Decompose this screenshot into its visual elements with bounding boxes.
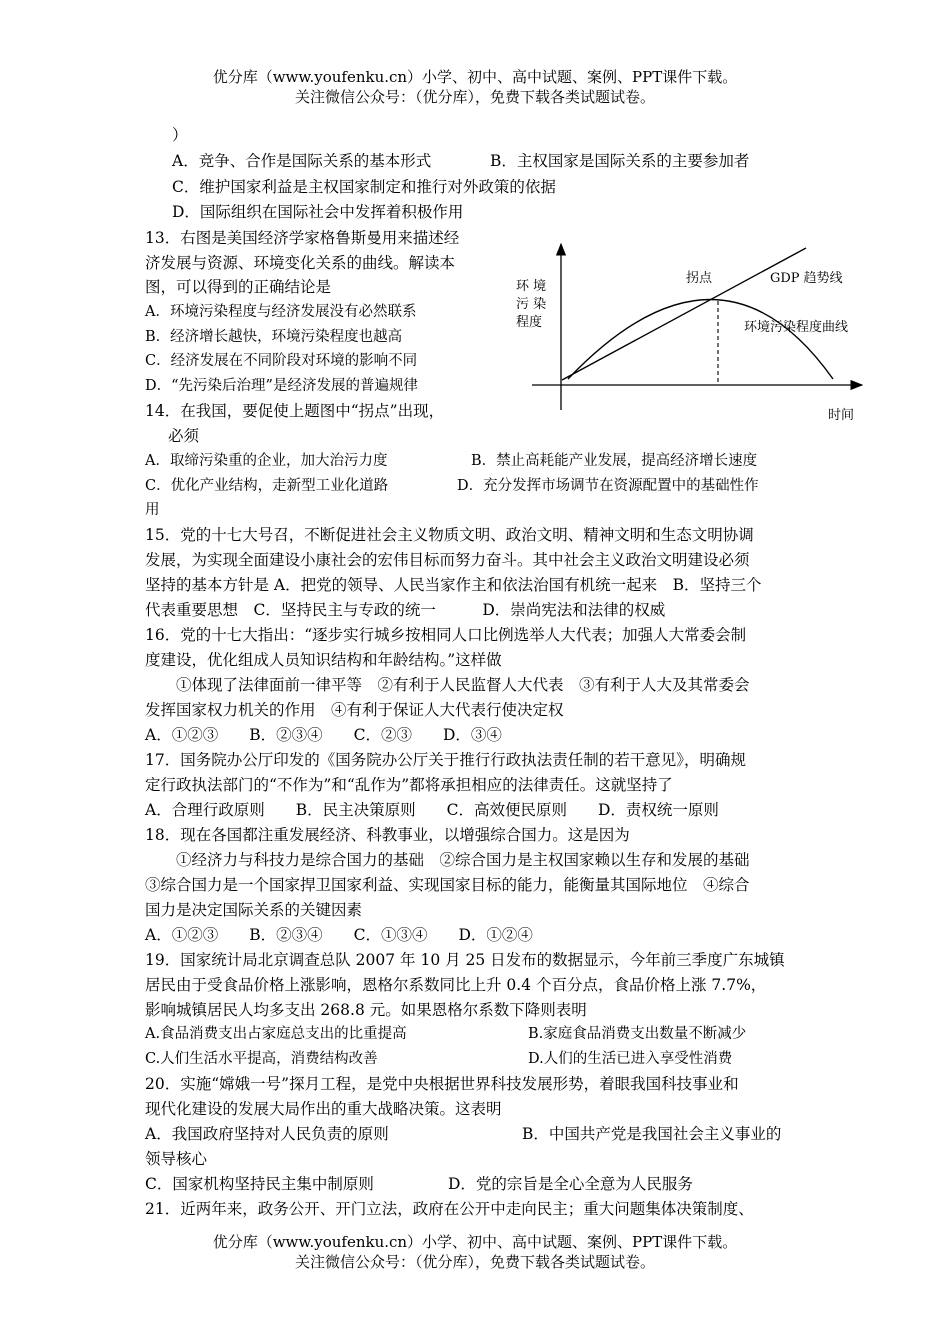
q18-line-3: ③综合国力是一个国家捍卫国家利益、实现国家目标的能力，能衡量其国际地位 ④综合 <box>145 876 750 894</box>
gdp-trend-line <box>562 248 806 380</box>
footer-line-1: 优分库（www.youfenku.cn）小学、初中、高中试题、案例、PPT课件下载。 <box>212 1233 738 1251</box>
y-label-line-1: 环 境 <box>516 279 547 294</box>
q20-option-a: A．我国政府坚持对人民负责的原则 <box>145 1125 389 1143</box>
q13-stem-2: 济发展与资源、环境变化关系的曲线。解读本 <box>145 254 456 272</box>
q19-option-b: B.家庭食品消费支出数量不断减少 <box>528 1026 747 1042</box>
q15-line-2: 发展，为实现全面建设小康社会的宏伟目标而努力奋斗。其中社会主义政治文明建设必须 <box>145 551 750 569</box>
q15-line-4: 代表重要思想 C．坚持民主与专政的统一 D．崇尚宪法和法律的权威 <box>145 601 666 619</box>
q15-line-3: 坚持的基本方针是 A．把党的领导、人民当家作主和依法治国有机统一起来 B．坚持三个 <box>145 576 762 594</box>
q20-option-c: C．国家机构坚持民主集中制原则 <box>145 1175 374 1193</box>
q19-line-2: 居民由于受食品价格上涨影响，恩格尔系数同比上升 0.4 个百分点，食品价格上涨 7.7%， <box>145 976 767 994</box>
q19-option-c: C.人们生活水平提高，消费结构改善 <box>145 1051 378 1067</box>
q17-line-1: 17．国务院办公厅印发的《国务院办公厅关于推行行政执法责任制的若干意见》，明确规 <box>145 751 746 769</box>
q19-option-a: A.食品消费支出占家庭总支出的比重提高 <box>145 1026 407 1042</box>
q20-option-b: B．中国共产党是我国社会主义事业的 <box>522 1125 782 1143</box>
q12-option-b: B．主权国家是国际关系的主要参加者 <box>490 152 750 170</box>
y-label-line-3: 程度 <box>516 315 543 330</box>
header-line-2: 关注微信公众号：（优分库），免费下载各类试题试卷。 <box>294 88 655 106</box>
q16-line-3: ①体现了法律面前一律平等 ②有利于人民监督人大代表 ③有利于人大及其常委会 <box>145 676 750 694</box>
q20-option-b-cont: 领导核心 <box>145 1150 208 1168</box>
q19-option-d: D.人们的生活已进入享受性消费 <box>528 1051 733 1067</box>
q12-tail: ） <box>172 126 188 144</box>
q17-line-2: 定行政执法部门的“不作为”和“乱作为”都将承担相应的法律责任。这就坚持了 <box>145 776 673 794</box>
q17-options: A．合理行政原则 B．民主决策原则 C．高效便民原则 D．责权统一原则 <box>145 801 719 819</box>
q14-option-a: A．取缔污染重的企业，加大治污力度 <box>145 453 388 469</box>
x-axis-label: 时间 <box>828 408 855 423</box>
q13-option-a: A．环境污染程度与经济发展没有必然联系 <box>145 304 417 320</box>
q12-option-c: C．维护国家利益是主权国家制定和推行对外政策的依据 <box>172 178 556 196</box>
q14-option-b: B．禁止高耗能产业发展，提高经济增长速度 <box>471 453 758 469</box>
y-label-line-2: 污 染 <box>516 297 547 312</box>
q12-option-d: D．国际组织在国际社会中发挥着积极作用 <box>172 203 464 221</box>
q13-option-c: C．经济发展在不同阶段对环境的影响不同 <box>145 353 418 369</box>
turning-point-label: 拐点 <box>686 271 713 286</box>
q14-option-d-cont: 用 <box>145 502 160 518</box>
gdp-trend-label: GDP 趋势线 <box>770 271 843 286</box>
q13-stem-3: 图，可以得到的正确结论是 <box>145 278 332 296</box>
header-line-1: 优分库（www.youfenku.cn）小学、初中、高中试题、案例、PPT课件下载。 <box>212 68 738 86</box>
q12-option-a: A．竞争、合作是国际关系的基本形式 <box>172 152 432 170</box>
q19-line-3: 影响城镇居民人均多支出 268.8 元。如果恩格尔系数下降则表明 <box>145 1001 587 1019</box>
q13-stem-1: 13．右图是美国经济学家格鲁斯曼用来描述经 <box>145 229 460 247</box>
q20-option-d: D．党的宗旨是全心全意为人民服务 <box>448 1175 693 1193</box>
q13-option-b: B．经济增长越快，环境污染程度也越高 <box>145 329 403 345</box>
q14-option-d: D．充分发挥市场调节在资源配置中的基础性作 <box>457 478 759 494</box>
q20-line-2: 现代化建设的发展大局作出的重大战略决策。这表明 <box>145 1100 502 1118</box>
q18-options: A．①②③ B．②③④ C．①③④ D．①②④ <box>145 926 533 944</box>
q16-line-2: 度建设，优化组成人员知识结构和年龄结构。”这样做 <box>145 651 502 669</box>
q14-option-c: C．优化产业结构，走新型工业化道路 <box>145 478 389 494</box>
grossman-curve-diagram <box>500 230 880 430</box>
q18-line-1: 18．现在各国都注重发展经济、科教事业，以增强综合国力。这是因为 <box>145 826 630 844</box>
q16-line-4: 发挥国家权力机关的作用 ④有利于保证人大代表行使决定权 <box>145 701 564 719</box>
footer-line-2: 关注微信公众号：（优分库），免费下载各类试题试卷。 <box>294 1253 655 1271</box>
q13-option-d: D．“先污染后治理”是经济发展的普遍规律 <box>145 378 418 394</box>
q18-line-2: ①经济力与科技力是综合国力的基础 ②综合国力是主权国家赖以生存和发展的基础 <box>145 851 750 869</box>
q18-line-4: 国力是决定国际关系的关键因素 <box>145 901 363 919</box>
q16-line-1: 16．党的十七大指出：“逐步实行城乡按相同人口比例选举人大代表；加强人大常委会制 <box>145 626 747 644</box>
pollution-curve-label: 环境污染程度曲线 <box>744 320 849 335</box>
q20-line-1: 20．实施“嫦娥一号”探月工程，是党中央根据世界科技发展形势，着眼我国科技事业和 <box>145 1075 739 1093</box>
q16-options: A．①②③ B．②③④ C．②③ D．③④ <box>145 726 502 744</box>
q19-line-1: 19．国家统计局北京调查总队 2007 年 10 月 25 日发布的数据显示，今年前三季度广东城镇 <box>145 951 785 969</box>
q15-line-1: 15．党的十七大号召，不断促进社会主义物质文明、政治文明、精神文明和生态文明协调 <box>145 526 754 544</box>
q14-stem-1: 14．在我国，要促使上题图中“拐点”出现， <box>145 402 445 420</box>
q14-stem-2: 必须 <box>168 427 200 445</box>
q21-line-1: 21．近两年来，政务公开、开门立法，政府在公开中走向民主；重大问题集体决策制度、 <box>145 1200 754 1218</box>
pollution-curve <box>568 300 833 380</box>
